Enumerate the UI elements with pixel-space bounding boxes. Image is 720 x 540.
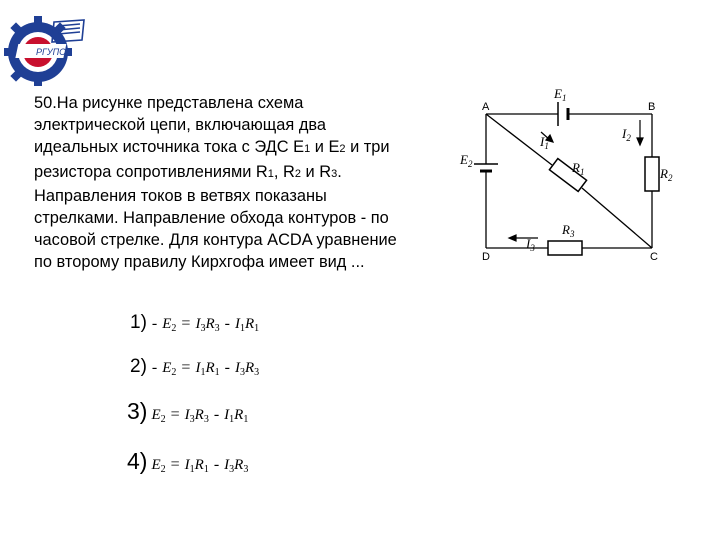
term-variable: $I_3$: [224, 457, 235, 475]
question-text-segment: электрической цепи, включающая два: [34, 116, 327, 135]
emf-e2: $E_2$: [151, 457, 166, 475]
question-line: [34, 207, 454, 229]
emf-e2-subscript: 2: [171, 323, 177, 334]
current-i3-label: $I_3$: [526, 236, 535, 253]
term-variable-subscript: 3: [189, 414, 195, 425]
term-variable-subscript: 1: [243, 414, 249, 425]
minus-sign: -: [151, 315, 158, 332]
emf-e2: $E_2$: [151, 407, 166, 425]
answer-option-1[interactable]: [130, 312, 259, 334]
term-variable: $I_1$: [234, 316, 245, 334]
minus-sign: -: [224, 359, 230, 376]
emf-e2: $E_2$: [162, 360, 177, 378]
term-variable: $I_3$: [195, 316, 206, 334]
option-number: 3): [127, 398, 148, 424]
equals-sign: =: [170, 456, 180, 473]
question-text-segment: и R: [300, 162, 332, 181]
resistor-r1-label: $R_1$: [572, 160, 585, 177]
node-c-label: C: [650, 251, 658, 263]
svg-text:РГУПС: РГУПС: [36, 47, 66, 57]
university-logo: [2, 8, 90, 88]
node-d-label: D: [482, 251, 490, 263]
question-text-segment: стрелками. Направление обхода контуров - по: [34, 209, 389, 228]
answer-option-2[interactable]: [130, 356, 259, 378]
term-variable-subscript: 1: [189, 464, 195, 475]
equals-sign: =: [181, 315, 191, 332]
term-variable-subscript: 3: [203, 414, 209, 425]
term-variable: $I_3$: [234, 360, 245, 378]
term-variable-subscript: 3: [243, 464, 249, 475]
term-variable-subscript: 1: [214, 367, 220, 378]
term-variable-subscript: 1: [229, 414, 235, 425]
question-text-segment: резистора сопротивлениями R: [34, 162, 268, 181]
term-variable: $R_3$: [234, 457, 249, 475]
resistor-r3-label: $R_3$: [562, 222, 575, 239]
term-variable: $R_3$: [244, 360, 260, 378]
question-line: [34, 114, 454, 136]
term-variable: $R_1$: [194, 457, 209, 475]
option-number: 4): [127, 448, 148, 474]
term-variable-subscript: 3: [239, 367, 245, 378]
question-text-segment: 2: [339, 143, 346, 156]
equals-sign: =: [181, 359, 191, 376]
term-variable-subscript: 3: [254, 367, 260, 378]
term-variable: $I_1$: [224, 407, 235, 425]
question-text-segment: 1: [267, 167, 274, 180]
emf-e2-subscript: 2: [160, 414, 166, 425]
term-variable: $R_3$: [194, 407, 209, 425]
minus-sign: -: [151, 359, 158, 376]
question-text-segment: Направления токов в ветвях показаны: [34, 186, 327, 205]
circuit-diagram: [454, 80, 690, 264]
current-i1-label: $I_1$: [540, 134, 549, 151]
emf2-label: $E_2$: [460, 152, 473, 169]
resistor-r2: [645, 157, 659, 191]
question-line: [34, 136, 454, 160]
question-line: [34, 251, 454, 273]
option-number: 1): [130, 312, 147, 333]
term-variable: $I_1$: [184, 457, 195, 475]
term-variable: $R_1$: [205, 360, 220, 378]
term-variable-subscript: 3: [214, 323, 220, 334]
emf-e2: $E_2$: [162, 316, 177, 334]
question-text-segment: по второму правилу Кирхгофа имеет вид ...: [34, 253, 365, 272]
node-a-label: A: [482, 101, 490, 113]
term-variable-subscript: 1: [200, 367, 206, 378]
current-i2-label: $I_2$: [622, 126, 631, 143]
term-variable-subscript: 1: [239, 323, 245, 334]
term-variable: $R_1$: [234, 407, 249, 425]
resistor-r3: [548, 241, 582, 255]
option-number: 2): [130, 356, 147, 377]
emf-e2-subscript: 2: [160, 464, 166, 475]
emf1-label: $E_1$: [554, 86, 567, 103]
resistor-r2-label: $R_2$: [660, 166, 673, 183]
term-variable: $R_3$: [205, 316, 220, 334]
term-variable-subscript: 3: [229, 464, 235, 475]
question-text-segment: и Е: [310, 138, 340, 157]
term-variable-subscript: 3: [200, 323, 206, 334]
term-variable-subscript: 1: [254, 323, 260, 334]
term-variable: $R_1$: [244, 316, 260, 334]
question-text-segment: идеальных источника тока с ЭДС Е: [34, 138, 305, 157]
question-line: [34, 92, 454, 114]
question-line: [34, 185, 454, 207]
minus-sign: -: [213, 406, 220, 423]
question-text-segment: .: [337, 162, 342, 181]
question-text: [34, 92, 454, 274]
question-text-segment: 1: [304, 143, 311, 156]
node-b-label: B: [648, 101, 656, 113]
term-variable: $I_3$: [184, 407, 195, 425]
emf-e2-subscript: 2: [171, 367, 177, 378]
term-variable: $I_1$: [195, 360, 206, 378]
question-text-segment: , R: [273, 162, 295, 181]
question-text-segment: и три: [345, 138, 390, 157]
term-variable-subscript: 1: [203, 464, 209, 475]
answer-option-4[interactable]: [127, 448, 248, 475]
question-text-segment: 2: [294, 167, 301, 180]
question-line: [34, 229, 454, 251]
minus-sign: -: [213, 456, 220, 473]
question-text-segment: часовой стрелке. Для контура ACDA уравнение: [34, 231, 397, 250]
question-line: [34, 161, 454, 185]
question-text-segment: 50.На рисунке представлена схема: [34, 94, 304, 112]
minus-sign: -: [224, 315, 230, 332]
answer-option-3[interactable]: [127, 398, 248, 425]
question-text-segment: 3: [331, 167, 338, 180]
equals-sign: =: [170, 406, 180, 423]
